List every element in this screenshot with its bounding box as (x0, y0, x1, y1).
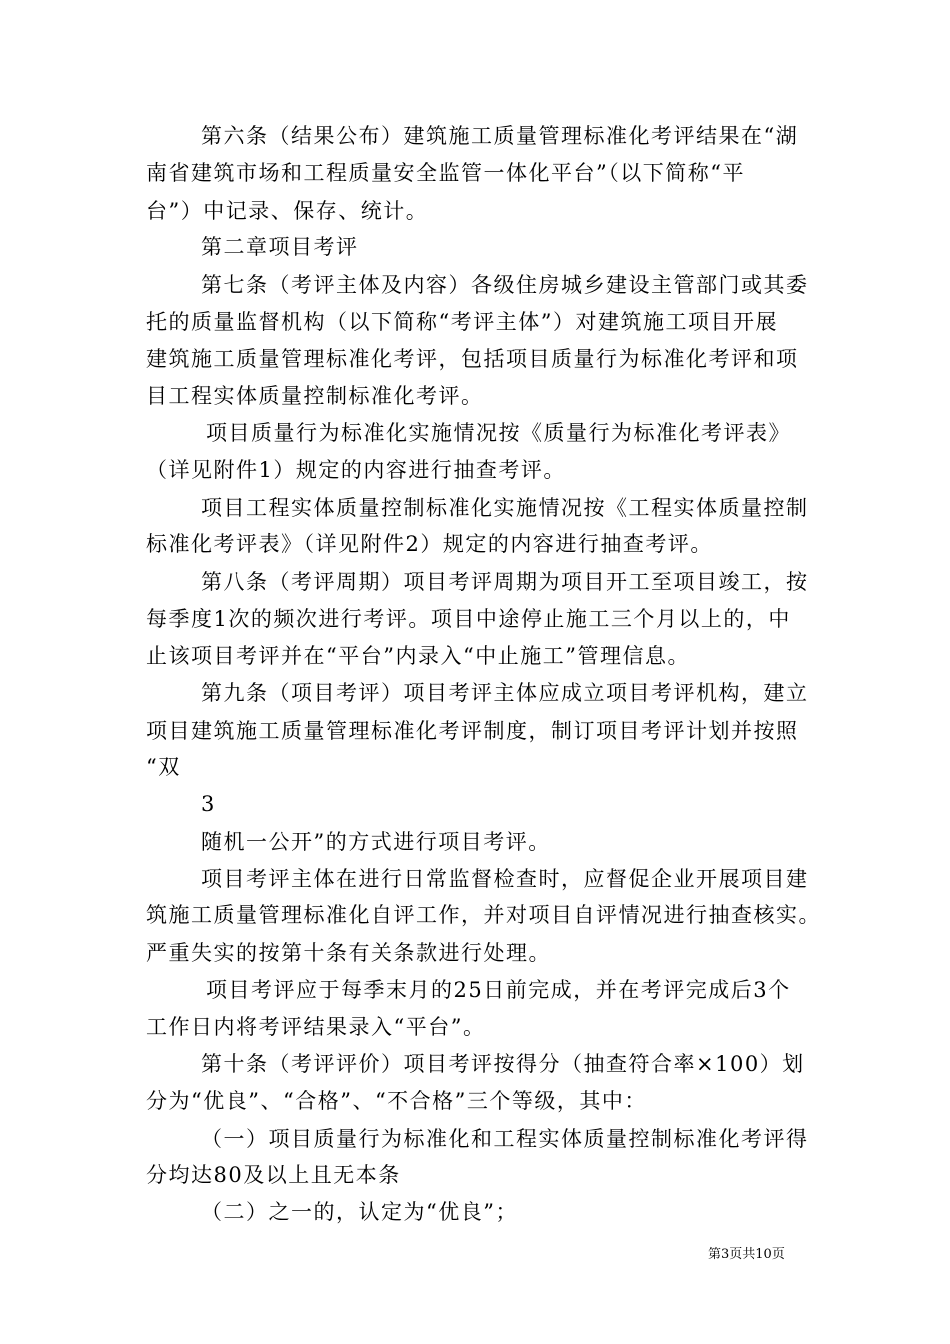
paragraph-line: 严重失实的按第十条有关条款进行处理。 (146, 941, 551, 965)
paragraph-line: 项目质量行为标准化实施情况按《质量行为标准化考评表》 (206, 421, 791, 445)
paragraph-line: 工作日内将考评结果录入“平台”。 (146, 1015, 486, 1039)
paragraph-line: 第九条（项目考评）项目考评主体应成立项目考评机构，建立 (201, 681, 809, 705)
paragraph-line: （详见附件1）规定的内容进行抽查考评。 (146, 458, 566, 482)
paragraph-line: 第六条（结果公布）建筑施工质量管理标准化考评结果在“湖 (201, 124, 799, 148)
paragraph-line: 分均达80及以上且无本条 (146, 1163, 401, 1187)
paragraph-line: 目工程实体质量控制标准化考评。 (146, 384, 484, 408)
paragraph-line: 第七条（考评主体及内容）各级住房城乡建设主管部门或其委 (201, 273, 809, 297)
paragraph-line: 托的质量监督机构（以下简称“考评主体”）对建筑施工项目开展 (146, 310, 778, 334)
paragraph-line: 项目考评应于每季末月的25日前完成，并在考评完成后3个 (206, 978, 791, 1002)
page-footer: 第3页共10页 (708, 1247, 785, 1262)
paragraph-line: （一）项目质量行为标准化和工程实体质量控制标准化考评得 (201, 1127, 809, 1151)
paragraph-line: 第八条（考评周期）项目考评周期为项目开工至项目竣工，按 (201, 570, 809, 594)
paragraph-line: （二）之一的，认定为“优良”； (201, 1200, 518, 1224)
paragraph-line: 分为“优良”、“合格”、“不合格”三个等级，其中： (146, 1089, 647, 1113)
paragraph-line: 筑施工质量管理标准化自评工作，并对项目自评情况进行抽查核实。 (146, 903, 821, 927)
paragraph-line: 建筑施工质量管理标准化考评，包括项目质量行为标准化考评和项 (146, 347, 799, 371)
page-number-inline: 3 (201, 792, 216, 816)
paragraph-line: 第十条（考评评价）项目考评按得分（抽查符合率×100）划 (201, 1052, 805, 1076)
paragraph-line: 随机一公开”的方式进行项目考评。 (201, 830, 551, 854)
chapter-heading: 第二章项目考评 (201, 235, 359, 259)
paragraph-line: 南省建筑市场和工程质量安全监管一体化平台”（以下简称“平 (146, 161, 745, 185)
paragraph-line: 项目考评主体在进行日常监督检查时，应督促企业开展项目建 (201, 867, 809, 891)
paragraph-line: 每季度1次的频次进行考评。项目中途停止施工三个月以上的，中 (146, 607, 791, 631)
paragraph-line: 台”）中记录、保存、统计。 (146, 199, 429, 223)
paragraph-line: 项目工程实体质量控制标准化实施情况按《工程实体质量控制 (201, 496, 809, 520)
paragraph-line: “双 (146, 755, 181, 779)
paragraph-line: 止该项目考评并在“平台”内录入“中止施工”管理信息。 (146, 644, 690, 668)
paragraph-line: 项目建筑施工质量管理标准化考评制度，制订项目考评计划并按照 (146, 719, 799, 743)
paragraph-line: 标准化考评表》（详见附件2）规定的内容进行抽查考评。 (146, 532, 713, 556)
